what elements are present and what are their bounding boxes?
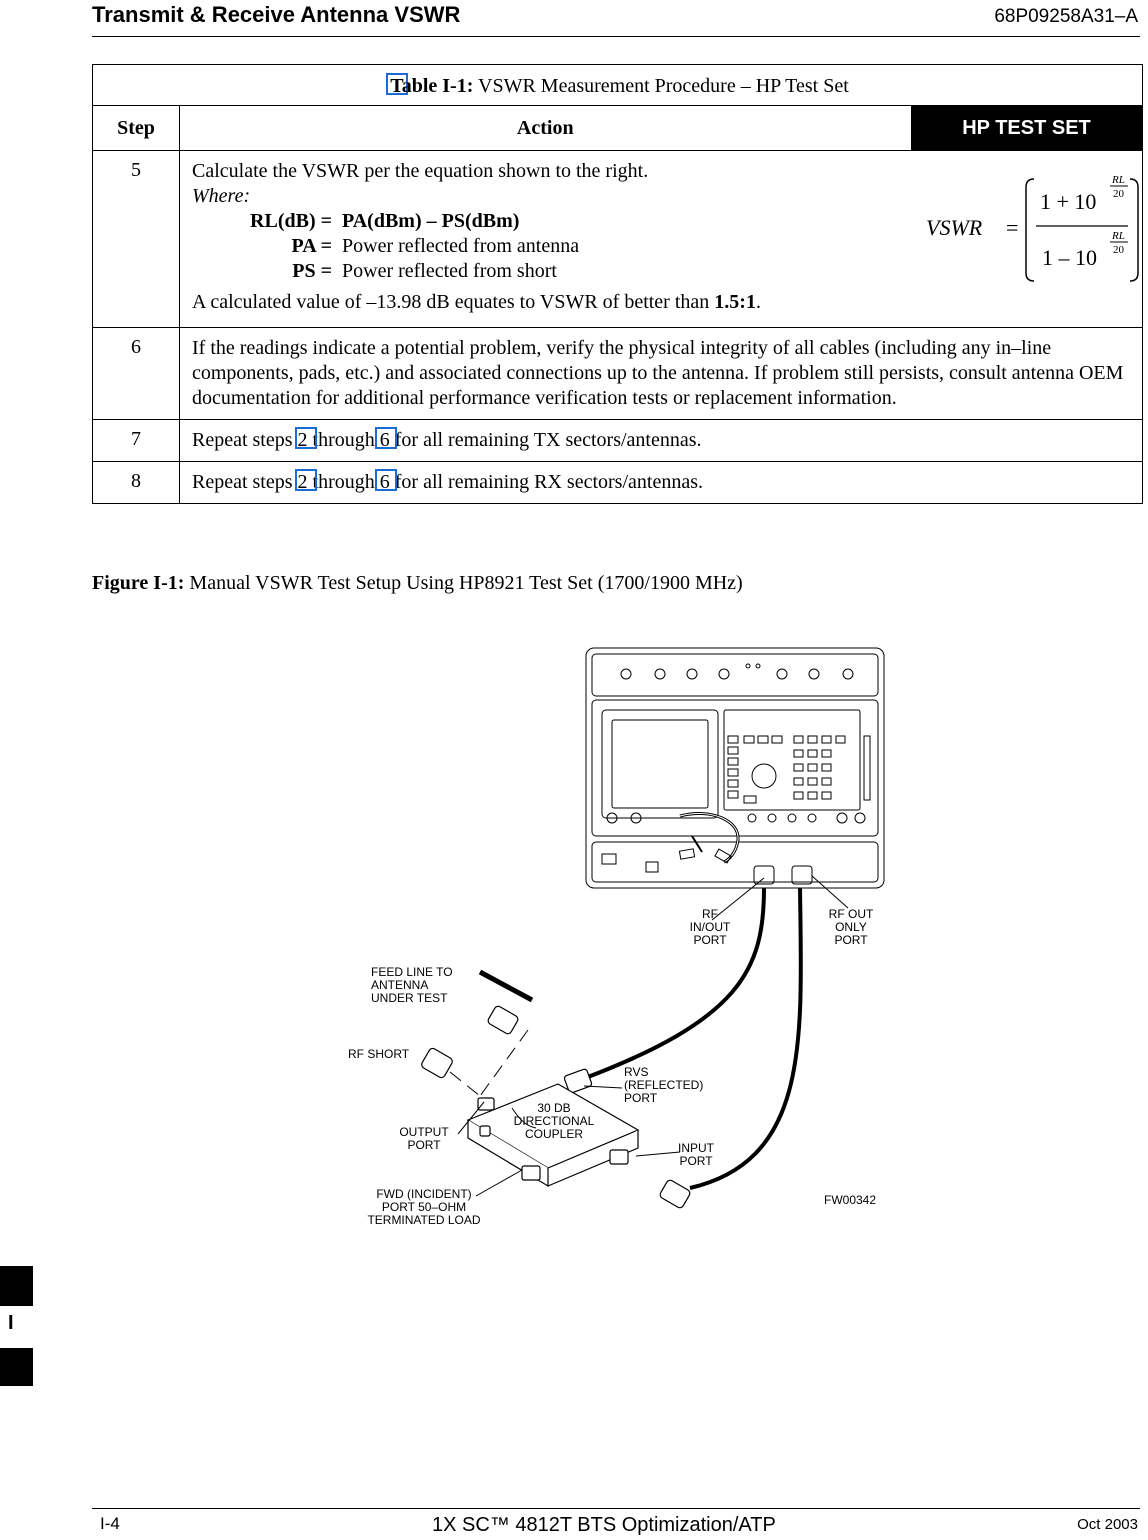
table-caption: Table I-1: VSWR Measurement Procedure – HP Test Set [93, 65, 1143, 106]
step-action: Repeat steps 2 through 6 for all remaining RX sectors/antennas. [180, 462, 1143, 504]
step-number: 5 [93, 151, 180, 328]
step-number: 7 [93, 420, 180, 462]
footer-date: Oct 2003 [1077, 1516, 1138, 1533]
test-set-keypad [724, 710, 860, 810]
rf-out-only-port-connector [792, 866, 812, 884]
left-bracket [1026, 179, 1034, 281]
test-set-slot [864, 736, 870, 800]
test-set-knob [752, 764, 776, 788]
vswr-equation [902, 169, 1142, 287]
step-link[interactable]: 2 [298, 471, 308, 493]
test-set-top-panel [592, 654, 878, 696]
input-cable-connector [659, 1179, 692, 1209]
running-header-title: Transmit & Receive Antenna VSWR [92, 2, 461, 27]
fwd-label-1: FWD (INCIDENT) [376, 1187, 472, 1201]
equation-equals: = [1006, 215, 1019, 240]
step-number: 6 [93, 328, 180, 420]
input-label-2: PORT [679, 1154, 713, 1168]
test-set-screen [602, 710, 718, 818]
page-number: I-4 [100, 1514, 120, 1533]
table-row [93, 462, 1143, 504]
numerator-exponent-top: RL [1112, 174, 1125, 186]
footer-title: 1X SC™ 4812T BTS Optimization/ATP [432, 1514, 776, 1536]
denominator-exponent-bottom: 20 [1113, 244, 1124, 256]
rf-out-only-label-2: ONLY [835, 920, 867, 934]
rf-short-label: RF SHORT [348, 1047, 410, 1061]
fwd-label-2: PORT 50–OHM [381, 1200, 467, 1214]
feed-line-cable [480, 972, 532, 1000]
feed-line-connector [487, 1005, 520, 1035]
figure-id: FW00342 [824, 1193, 877, 1207]
numerator-exponent-bottom: 20 [1113, 188, 1124, 200]
coupler-label-3: COUPLER [524, 1127, 584, 1141]
rf-inout-label-3: PORT [693, 933, 727, 947]
step-link[interactable]: 6 [380, 429, 390, 451]
rf-inout-label-1: RF [702, 907, 718, 921]
chapter-tab-letter: I [8, 1312, 14, 1334]
table-row [93, 420, 1143, 462]
rf-inout-label-2: IN/OUT [689, 920, 731, 934]
vswr-procedure-table [92, 64, 1143, 504]
variable-definitions: RL(dB) = PA(dBm) – PS(dBm) PA = Power reflected from antenna PS = Power reflected from short [250, 210, 580, 282]
hp-test-set-tag: HP TEST SET [911, 106, 1143, 151]
step-action: If the readings indicate a potential problem, verify the physical integrity of all cables (including any in–line components, pads, etc.) and associated connections up to the antenna. If problem still persists, consult antenna OEM documentation for additional performance verification tests or replacement information. [180, 328, 1143, 420]
chapter-tab-top [0, 1266, 33, 1306]
output-label-1: OUTPUT [399, 1125, 449, 1139]
denominator-exponent-top: RL [1112, 230, 1125, 242]
step-link[interactable]: 2 [298, 429, 308, 451]
equation-lhs: VSWR [926, 215, 983, 240]
right-bracket [1130, 179, 1138, 281]
rvs-label-2: (REFLECTED) [624, 1078, 704, 1092]
rvs-label-1: RVS [624, 1065, 649, 1079]
rvs-label-3: PORT [624, 1091, 658, 1105]
document-code: 68P09258A31–A [994, 6, 1138, 27]
coupler-label-1: 30 DB [537, 1101, 571, 1115]
output-label-2: PORT [407, 1138, 441, 1152]
vswr-test-setup-diagram [340, 640, 900, 1240]
rf-short-dashed [450, 1072, 480, 1096]
rf-short-connector [420, 1047, 454, 1079]
step-column-header: Step [93, 106, 180, 151]
chapter-tab-bottom [0, 1348, 33, 1386]
feed-line-label-2: ANTENNA [371, 978, 429, 992]
coupler-label-2: DIRECTIONAL [513, 1114, 595, 1128]
step-number: 8 [93, 462, 180, 504]
rf-inout-port-connector [754, 866, 774, 884]
step-action: Repeat steps 2 through 6 for all remaining TX sectors/antennas. [180, 420, 1143, 462]
denominator: 1 – 10 [1042, 245, 1097, 270]
rf-out-only-label-1: RF OUT [828, 907, 874, 921]
action-column-header: Action [180, 106, 911, 151]
rvs-cable [580, 888, 764, 1080]
step-action: Calculate the VSWR per the equation shown to the right. Where: RL(dB) = PA(dBm) – PS(dBm) PA = Power reflected from antenna PS = Power reflected from short A calculated value of –13.98 dB equates to VSWR of better than 1.5:1. VSWR = 1 + 10 RL 20 1 – 10 RL 20 [180, 151, 1143, 328]
table-row [93, 151, 1143, 328]
feed-line-dashed [480, 1030, 528, 1096]
footer-rule [92, 1508, 1140, 1509]
result-note: A calculated value of –13.98 dB equates to VSWR of better than 1.5:1. [192, 291, 761, 313]
table-row [93, 328, 1143, 420]
feed-line-label-3: UNDER TEST [371, 991, 448, 1005]
numerator: 1 + 10 [1040, 189, 1097, 214]
fwd-label-3: TERMINATED LOAD [367, 1213, 481, 1227]
feed-line-label-1: FEED LINE TO [371, 965, 453, 979]
header-rule [92, 36, 1140, 37]
figure-caption: Figure I-1: Manual VSWR Test Setup Using HP8921 Test Set (1700/1900 MHz) [92, 572, 743, 594]
rf-out-only-label-3: PORT [834, 933, 868, 947]
input-label-1: INPUT [678, 1141, 714, 1155]
step-link[interactable]: 6 [380, 471, 390, 493]
